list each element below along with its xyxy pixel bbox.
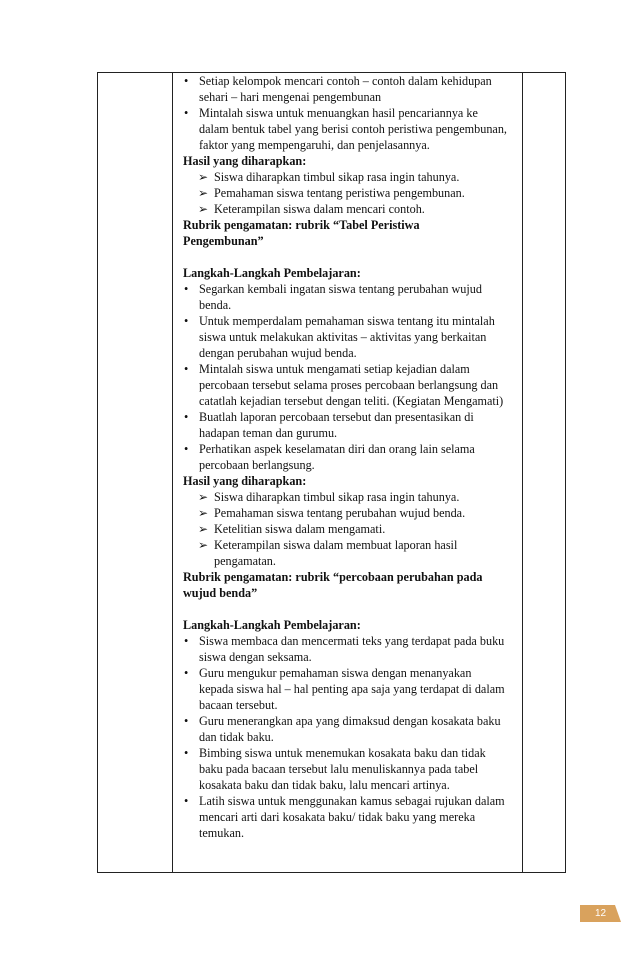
list-item: • Segarkan kembali ingatan siswa tentang perubahan wujud xyxy=(184,282,482,296)
arrow-bullet-icon: ➢ xyxy=(198,490,209,504)
table-column-divider xyxy=(522,73,523,872)
list-item-text: siswa dengan seksama. xyxy=(199,650,312,664)
list-item: • Mintalah siswa untuk menuangkan hasil pencariannya ke xyxy=(184,106,478,120)
list-item-text: dengan perubahan wujud benda. xyxy=(199,346,357,360)
list-item: • Guru mengukur pemahaman siswa dengan menanyakan xyxy=(184,666,472,680)
list-item-text: percobaan tersebut selama proses percobaan berlangsung dan xyxy=(199,378,499,392)
rubric-heading: Rubrik pengamatan: rubrik “Tabel Peristiwa xyxy=(183,218,420,232)
list-item: ➢ Keterampilan siswa dalam mencari contoh. xyxy=(198,202,425,216)
bullet-icon: • xyxy=(184,746,189,760)
list-item: ➢ Ketelitian siswa dalam mengamati. xyxy=(198,522,386,536)
lesson-steps-cell xyxy=(183,73,518,841)
bullet-icon: • xyxy=(184,794,189,808)
list-item: ➢ Keterampilan siswa dalam membuat laporan hasil xyxy=(198,538,458,552)
list-item-text: dan tidak baku. xyxy=(199,730,274,744)
rubric-heading: wujud benda” xyxy=(183,586,258,600)
list-item: ➢ Pemahaman siswa tentang perubahan wujud benda. xyxy=(198,506,466,520)
bullet-icon: • xyxy=(184,442,189,456)
list-item-text: dalam bentuk tabel yang berisi contoh peristiwa pengembunan, xyxy=(199,122,507,136)
list-item: ➢ Pemahaman siswa tentang peristiwa pengembunan. xyxy=(198,186,465,200)
list-item-text: bacaan tersebut. xyxy=(199,698,278,712)
list-item-text: hadapan teman dan gurumu. xyxy=(199,426,338,440)
page-number-badge xyxy=(580,905,621,922)
arrow-bullet-icon: ➢ xyxy=(198,506,209,520)
list-item-text: kosakata baku dan tidak baku, lalu mencari artinya. xyxy=(199,778,450,792)
list-item: • Untuk memperdalam pemahaman siswa tentang itu mintalah xyxy=(184,314,495,328)
list-item-text: benda. xyxy=(199,298,232,312)
list-item-text: pengamatan. xyxy=(214,554,276,568)
page-number: 12 xyxy=(594,908,607,919)
rubric-heading: Pengembunan” xyxy=(183,234,264,248)
list-item: • Buatlah laporan percobaan tersebut dan presentasikan di xyxy=(184,410,474,424)
arrow-bullet-icon: ➢ xyxy=(198,522,209,536)
arrow-bullet-icon: ➢ xyxy=(198,170,209,184)
arrow-bullet-icon: ➢ xyxy=(198,538,209,552)
list-item-text: faktor yang mempengaruhi, dan penjelasannya. xyxy=(199,138,430,152)
list-item-text: catatlah kejadian tersebut dengan teliti. (Kegiatan Mengamati) xyxy=(199,394,504,408)
list-item: • Perhatikan aspek keselamatan diri dan orang lain selama xyxy=(184,442,475,456)
bullet-icon: • xyxy=(184,362,189,376)
table-column-divider xyxy=(172,73,173,872)
list-item: • Mintalah siswa untuk mengamati setiap kejadian dalam xyxy=(184,362,470,376)
bullet-icon: • xyxy=(184,714,189,728)
section-heading: Hasil yang diharapkan: xyxy=(183,154,307,168)
arrow-bullet-icon: ➢ xyxy=(198,202,209,216)
section-heading: Langkah-Langkah Pembelajaran: xyxy=(183,266,361,280)
bullet-icon: • xyxy=(184,410,189,424)
bullet-icon: • xyxy=(184,282,189,296)
list-item: ➢ Siswa diharapkan timbul sikap rasa ingin tahunya. xyxy=(198,490,460,504)
bullet-icon: • xyxy=(184,74,189,88)
list-item-text: temukan. xyxy=(199,826,245,840)
list-item-text: mencari arti dari kosakata baku/ tidak baku yang mereka xyxy=(199,810,476,824)
bullet-icon: • xyxy=(184,106,189,120)
list-item-text: baku pada bacaan tersebut lalu menuliskannya pada tabel xyxy=(199,762,479,776)
section-heading: Hasil yang diharapkan: xyxy=(183,474,307,488)
list-item: • Bimbing siswa untuk menemukan kosakata baku dan tidak xyxy=(184,746,486,760)
arrow-bullet-icon: ➢ xyxy=(198,186,209,200)
list-item-text: percobaan berlangsung. xyxy=(199,458,315,472)
list-item-text: kepada siswa hal – hal penting apa saja yang terdapat di dalam xyxy=(199,682,505,696)
badge-corner-cut xyxy=(615,905,621,922)
bullet-icon: • xyxy=(184,634,189,648)
list-item: • Latih siswa untuk menggunakan kamus sebagai rujukan dalam xyxy=(184,794,505,808)
list-item: ➢ Siswa diharapkan timbul sikap rasa ingin tahunya. xyxy=(198,170,460,184)
list-item: • Guru menerangkan apa yang dimaksud dengan kosakata baku xyxy=(184,714,501,728)
rubric-heading: Rubrik pengamatan: rubrik “percobaan perubahan pada xyxy=(183,570,483,584)
section-heading: Langkah-Langkah Pembelajaran: xyxy=(183,618,361,632)
list-item-text: sehari – hari mengenai pengembunan xyxy=(199,90,382,104)
list-item: • Setiap kelompok mencari contoh – contoh dalam kehidupan xyxy=(184,74,492,88)
bullet-icon: • xyxy=(184,666,189,680)
bullet-icon: • xyxy=(184,314,189,328)
list-item: • Siswa membaca dan mencermati teks yang terdapat pada buku xyxy=(184,634,505,648)
list-item-text: siswa untuk melakukan aktivitas – aktivitas yang berkaitan xyxy=(199,330,487,344)
